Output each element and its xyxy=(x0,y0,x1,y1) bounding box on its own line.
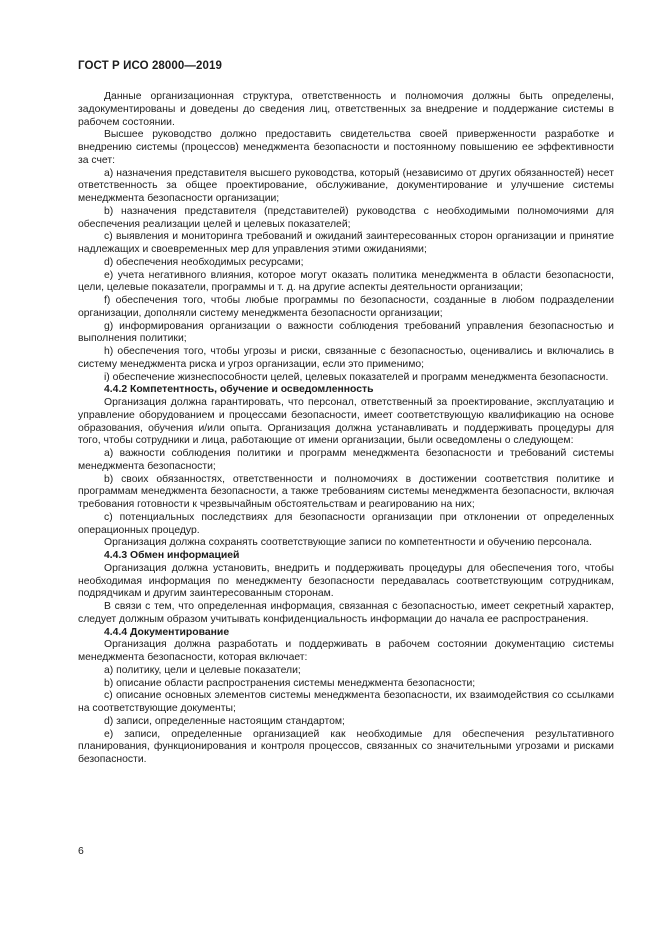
list-item: b) назначения представителя (представителей) руководства с необходимыми полномочиями для обеспечения реализации целей и целевых показателей; xyxy=(78,205,614,230)
section-heading-competence: 4.4.2 Компетентность, обучение и осведомленность xyxy=(104,384,374,396)
list-item: i) обеспечение жизнеспособности целей, целевых показателей и программ менеджмента безопасности. xyxy=(104,371,609,383)
list-item: f) обеспечения того, чтобы любые программы по безопасности, созданные в любом подразделении организации, дополняли систему менеджмента безопасности организации; xyxy=(78,295,614,319)
paragraph: Данные организационная структура, ответственность и полномочия должны быть определены, задокументированы и доведены до сведения лиц, ответственных за внедрение и поддержание системы в рабочем состоянии. xyxy=(78,91,614,128)
paragraph: Организация должна разработать и поддерживать в рабочем состоянии документацию системы менеджмента безопасности, которая включает: xyxy=(78,639,614,663)
list-item: b) своих обязанностях, ответственности и полномочиях в достижении соответствия политике и программам менеджмента безопасности, а также требованиям системы менеджмента безопасности, включая требования готовности к чрезвычайным обстоятельствам и реагированию на них; xyxy=(78,473,614,510)
list-item: e) записи, определенные организацией как необходимые для обеспечения результативного планирования, функционирования и контроля процессов, связанных со значительными угрозами и рисками безопасности. xyxy=(78,728,614,765)
page-number: 6 xyxy=(78,846,84,857)
list-item: e) учета негативного влияния, которое могут оказать политика менеджмента в области безопасности, цели, целевые показатели, программы и т. д. на другие аспекты деятельности организации; xyxy=(78,269,614,294)
paragraph: Высшее руководство должно предоставить свидетельства своей приверженности разработке и внедрению системы (процессов) менеджмента безопасности и постоянному повышению ее эффективности за счет: xyxy=(78,129,614,166)
paragraph: Организация должна сохранять соответствующие записи по компетентности и обучению персонала. xyxy=(104,537,593,549)
list-item: a) назначения представителя высшего руководства, который (независимо от других обязанностей) несет ответственность за общее проектирование, обслуживание, документирование и улучшение системы менеджмента безопасности организации; xyxy=(78,167,614,204)
list-item: c) потенциальных последствиях для безопасности организации при отклонении от определенных операционных процедур. xyxy=(78,511,614,536)
document-header: ГОСТ Р ИСО 28000—2019 xyxy=(78,60,223,72)
section-heading-communication: 4.4.3 Обмен информацией xyxy=(104,550,240,561)
list-item: a) политику, цели и целевые показатели; xyxy=(104,664,301,676)
document-body xyxy=(78,91,614,767)
list-item: d) обеспечения необходимых ресурсами; xyxy=(104,256,304,268)
section-heading-documentation: 4.4.4 Документирование xyxy=(104,626,230,638)
list-item: d) записи, определенные настоящим стандартом; xyxy=(104,715,345,727)
list-item: a) важности соблюдения политики и программ менеджмента безопасности и требований системы менеджмента безопасности; xyxy=(78,448,614,472)
paragraph: Организация должна гарантировать, что персонал, ответственный за проектирование, эксплуатацию и управление оборудованием и процессами безопасности, имеет соответствующую квалификацию на основе образования, обучения и/или опыта. Организация должна устанавливать и поддерживать процедуры для того, чтобы сотрудники и лица, работающие от имени организации, были осведомлены о следующем: xyxy=(78,397,614,447)
paragraph: В связи с тем, что определенная информация, связанная с безопасностью, имеет секретный характер, следует должным образом учитывать конфиденциальность информации до начала ее распространения. xyxy=(78,601,614,625)
list-item: g) информирования организации о важности соблюдения требований управления безопасностью и выполнения политики; xyxy=(78,320,614,345)
paragraph: Организация должна установить, внедрить и поддерживать процедуры для обеспечения того, чтобы необходимая информация по менеджменту безопасности передавалась соответствующим сотрудникам, подрядчикам и другим заинтересованным сторонам. xyxy=(78,562,614,600)
list-item: c) описание основных элементов системы менеджмента безопасности, их взаимодействия со ссылками на соответствующие документы; xyxy=(78,690,614,714)
list-item: b) описание области распространения системы менеджмента безопасности; xyxy=(104,677,476,689)
list-item: h) обеспечения того, чтобы угрозы и риски, связанные с безопасностью, оценивались и включались в систему менеджмента риска и угроз организации, если это применимо; xyxy=(78,346,614,370)
list-item: c) выявления и мониторинга требований и ожиданий заинтересованных сторон организации и принятие надлежащих и своевременных мер для управления этими ожиданиями; xyxy=(78,231,614,255)
